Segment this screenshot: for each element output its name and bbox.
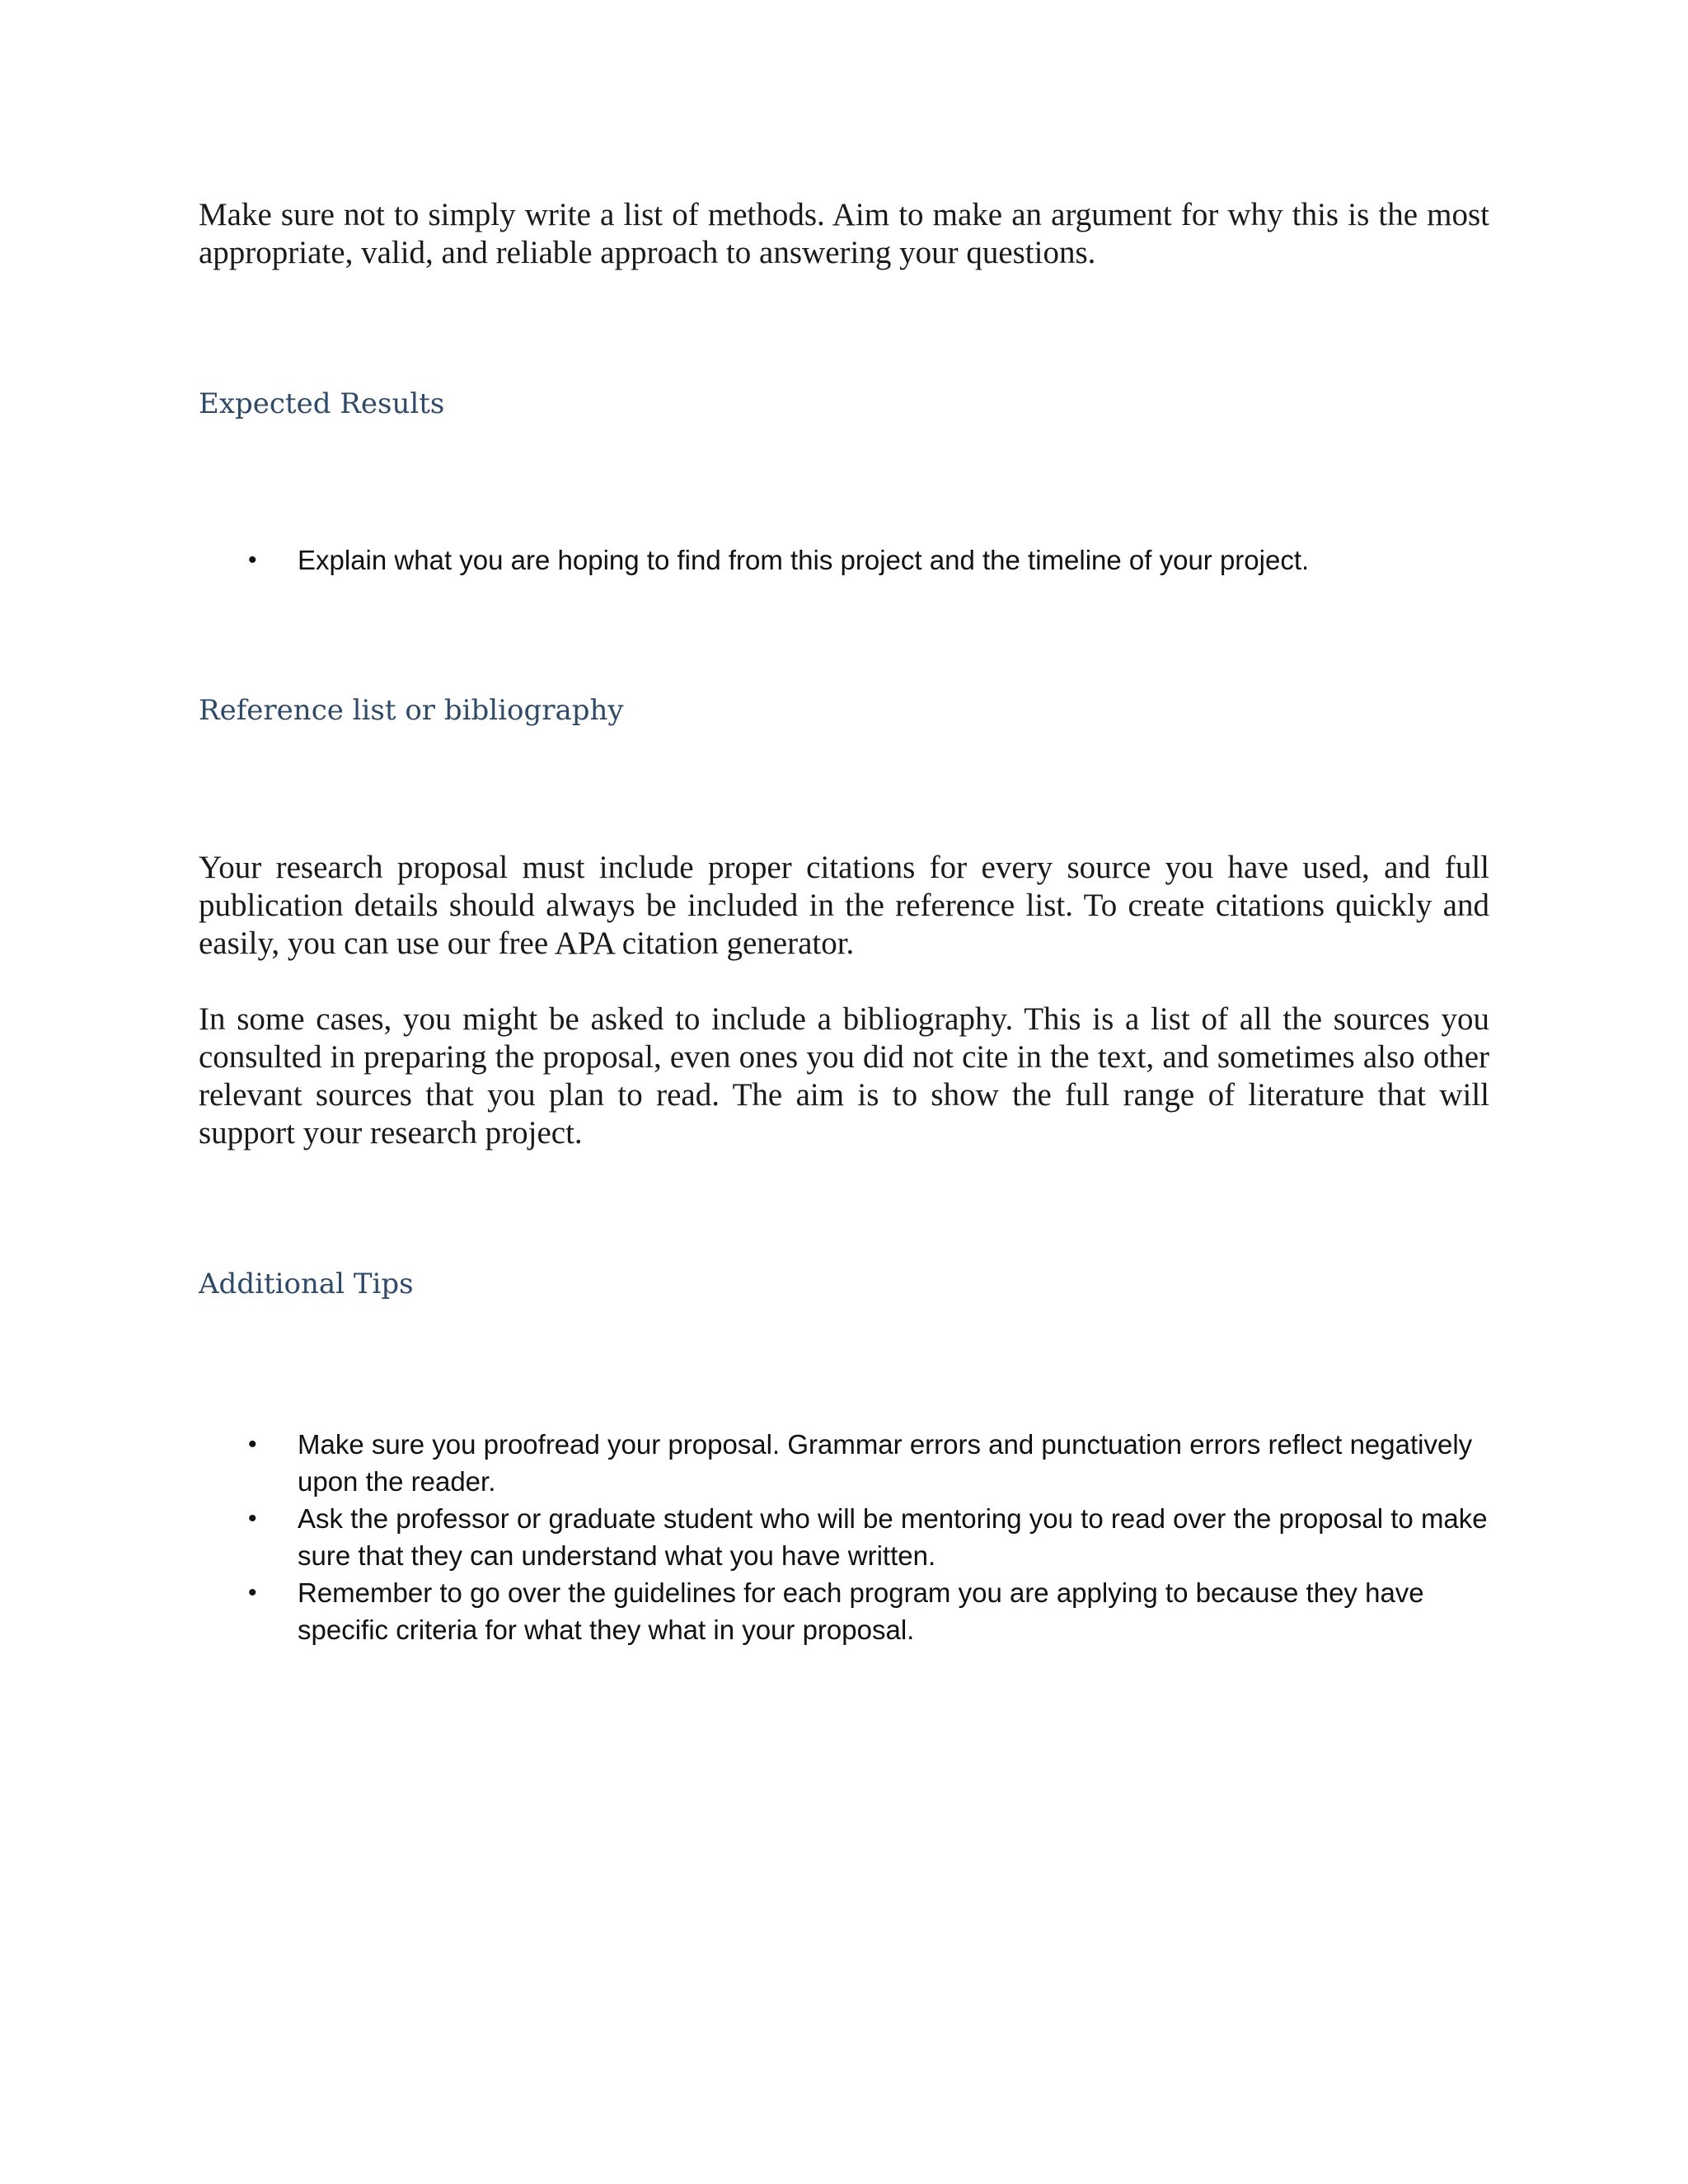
references-paragraph-1: Your research proposal must include proper citations for every source you have used, and full publication details should always be included in the reference list. To create citations quickly and easily, you can use our free APA citation generator. [199,850,1489,961]
references-heading: Reference list or bibliography [199,694,624,727]
references-paragraph-2-wrap [199,1001,1489,1152]
list-item [199,1426,1489,1500]
methods-section [199,196,1489,272]
list-item [199,1500,1489,1574]
list-item [199,1574,1489,1648]
additional-tips-list-wrap [199,1426,1489,1648]
bullet-icon: • [248,1431,257,1458]
expected-results-list-wrap [199,541,1489,579]
additional-tips-heading: Additional Tips [199,1268,414,1301]
references-section [199,694,1489,727]
bullet-icon: • [248,1579,257,1606]
methods-paragraph: Make sure not to simply write a list of methods. Aim to make an argument for why this is the most appropriate, valid, and reliable approach to answering your questions. [199,197,1489,270]
expected-results-list [199,541,1489,579]
references-paragraph-2: In some cases, you might be asked to include a bibliography. This is a list of all the sources you consulted in preparing the proposal, even ones you did not cite in the text, and sometimes also other relevant sources that you plan to read. The aim is to show the full range of literature that will support your research project. [199,1001,1489,1151]
references-paragraph-1-wrap [199,849,1489,963]
list-item-text: Remember to go over the guidelines for each program you are applying to because they have specific criteria for what they what in your proposal. [298,1577,1424,1645]
list-item-text: Make sure you proofread your proposal. Grammar errors and punctuation errors reflect negatively upon the reader. [298,1429,1473,1497]
additional-tips-list [199,1426,1489,1648]
bullet-icon: • [248,1505,257,1532]
list-item [199,541,1489,579]
additional-tips-section [199,1268,1489,1301]
expected-results-heading: Expected Results [199,387,445,420]
bullet-icon: • [248,546,257,574]
list-item-text: Ask the professor or graduate student who will be mentoring you to read over the proposal to make sure that they can understand what you have written. [298,1503,1488,1571]
list-item-text: Explain what you are hoping to find from this project and the timeline of your project. [298,545,1310,575]
expected-results-section [199,387,1489,420]
